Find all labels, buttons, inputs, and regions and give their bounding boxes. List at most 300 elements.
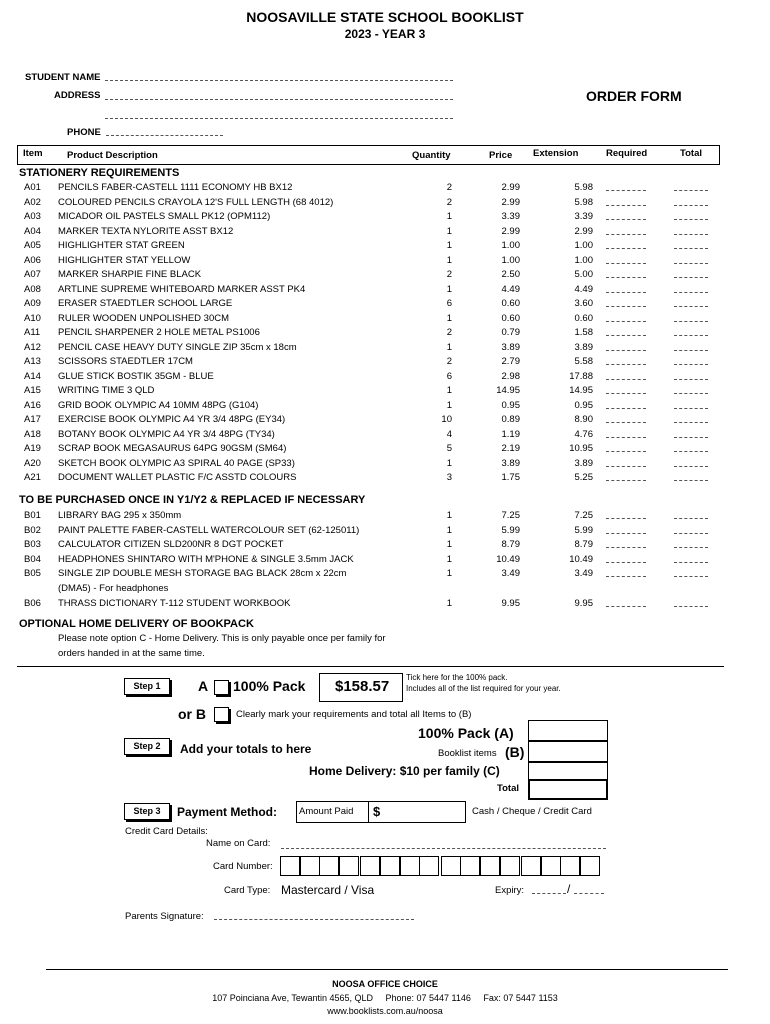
cell-price: 0.89	[501, 414, 520, 425]
cell-desc: MICADOR OIL PASTELS SMALL PK12 (OPM112)	[58, 211, 271, 222]
cell-qty: 1	[446, 524, 452, 536]
cell-desc: HIGHLIGHTER STAT GREEN	[58, 240, 185, 251]
total-field[interactable]	[674, 576, 708, 577]
table-row	[0, 240, 770, 254]
total-field[interactable]	[674, 437, 708, 438]
footer-address: 107 Poinciana Ave, Tewantin 4565, QLD Phone: 07 5447 1146 Fax: 07 5447 1153	[212, 993, 558, 1003]
optional-note-1: Please note option C - Home Delivery. This is only payable once per family for	[58, 633, 386, 644]
cell-desc: PENCILS FABER-CASTELL 1111 ECONOMY HB BX12	[58, 182, 293, 193]
expiry-year-field[interactable]	[574, 893, 604, 894]
card-digit-box[interactable]	[400, 856, 420, 876]
total-field[interactable]	[674, 277, 708, 278]
cell-qty: 4	[446, 428, 452, 440]
total-field[interactable]	[674, 422, 708, 423]
required-field[interactable]	[606, 248, 646, 249]
tick-note-2: Includes all of the list required for your year.	[406, 684, 561, 693]
cell-item: B04	[24, 553, 41, 565]
card-digit-box[interactable]	[541, 856, 561, 876]
card-digit-box[interactable]	[521, 856, 541, 876]
amount-paid-label: Amount Paid	[299, 806, 354, 817]
option-a-letter: A	[198, 678, 209, 694]
required-field[interactable]	[606, 219, 646, 220]
cell-desc: GLUE STICK BOSTIK 35GM - BLUE	[58, 370, 214, 382]
total-field[interactable]	[674, 466, 708, 467]
cell-ext: 5.25	[574, 472, 593, 483]
table-row	[0, 327, 770, 341]
cell-desc: HIGHLIGHTER STAT YELLOW	[58, 254, 191, 266]
cell-price: 1.19	[501, 428, 520, 440]
cell-desc: WRITING TIME 3 QLD	[58, 385, 155, 396]
cell-desc: EXERCISE BOOK OLYMPIC A4 YR 3/4 48PG (EY34)	[58, 414, 286, 425]
cell-ext: 5.99	[574, 524, 593, 536]
cell-qty: 1	[446, 240, 452, 251]
required-field[interactable]	[606, 379, 646, 380]
table-row	[0, 400, 770, 414]
option-b-note: Clearly mark your requirements and total all Items to (B)	[236, 709, 472, 720]
footer-web: www.booklists.com.au/noosa	[327, 1006, 443, 1016]
cell-ext: 3.89	[574, 457, 593, 469]
cell-item: A14	[24, 370, 41, 382]
cell-ext: 4.76	[574, 428, 593, 440]
divider-top	[17, 666, 724, 667]
card-digit-box[interactable]	[280, 856, 300, 876]
cell-qty: 1	[446, 341, 452, 353]
cell-price: 3.89	[501, 341, 520, 353]
table-row	[0, 554, 770, 568]
cell-item: A08	[24, 283, 41, 295]
cell-ext: 0.60	[574, 312, 593, 324]
option-b-checkbox[interactable]	[214, 707, 229, 722]
required-field[interactable]	[606, 277, 646, 278]
cell-ext: 8.90	[574, 414, 593, 425]
required-field[interactable]	[606, 562, 646, 563]
required-field[interactable]	[606, 547, 646, 548]
total-field[interactable]	[674, 547, 708, 548]
cell-desc: MARKER SHARPIE FINE BLACK	[58, 269, 202, 280]
cell-qty: 1	[446, 553, 452, 565]
student-name-field[interactable]	[105, 80, 453, 81]
cell-item: A21	[24, 472, 41, 483]
signature-label: Parents Signature:	[125, 911, 204, 922]
cell-qty: 2	[446, 269, 452, 280]
required-field[interactable]	[606, 437, 646, 438]
cell-item: A15	[24, 385, 41, 396]
required-field[interactable]	[606, 190, 646, 191]
cell-ext: 3.60	[574, 298, 593, 309]
total-field[interactable]	[674, 408, 708, 409]
card-type-value[interactable]: Mastercard / Visa	[281, 883, 375, 897]
total-field[interactable]	[674, 306, 708, 307]
total-field[interactable]	[674, 205, 708, 206]
cell-desc: PENCIL CASE HEAVY DUTY SINGLE ZIP 35cm x 18cm	[58, 341, 297, 353]
cell-qty: 1	[446, 254, 452, 266]
cell-item: A01	[24, 182, 41, 193]
cell-price: 1.00	[501, 240, 520, 251]
cell-desc: THRASS DICTIONARY T-112 STUDENT WORKBOOK	[58, 597, 291, 609]
required-field[interactable]	[606, 364, 646, 365]
cell-price: 10.49	[496, 553, 520, 565]
signature-field[interactable]	[214, 919, 414, 920]
cell-item: A12	[24, 341, 41, 353]
cell-qty: 10	[441, 414, 452, 425]
cell-desc: ARTLINE SUPREME WHITEBOARD MARKER ASST PK4	[58, 283, 306, 295]
total-field[interactable]	[674, 190, 708, 191]
cell-desc: SINGLE ZIP DOUBLE MESH STORAGE BAG BLACK 28cm x 22cm	[58, 568, 347, 580]
cell-ext: 10.49	[569, 553, 593, 565]
cell-price: 0.79	[501, 327, 520, 338]
cell-price: 2.99	[501, 225, 520, 237]
table-row	[0, 284, 770, 298]
cell-item: B05	[24, 568, 41, 580]
col-req: Required	[606, 148, 648, 159]
card-digit-box[interactable]	[319, 856, 339, 876]
booklist-b-letter: (B)	[505, 744, 525, 760]
cell-item: A18	[24, 428, 41, 440]
cell-item: A17	[24, 414, 41, 425]
table-row	[0, 269, 770, 283]
address-label: ADDRESS	[54, 90, 101, 101]
col-total: Total	[680, 148, 702, 159]
cell-price: 1.00	[501, 254, 520, 266]
cell-qty: 1	[446, 539, 452, 551]
total-field[interactable]	[674, 393, 708, 394]
cell-price: 2.79	[501, 356, 520, 367]
cell-ext: 1.58	[574, 327, 593, 338]
section-b-title: TO BE PURCHASED ONCE IN Y1/Y2 & REPLACED IF NECESSARY	[19, 494, 366, 506]
booklist-items-label: Booklist items	[438, 748, 497, 759]
optional-note-2: orders handed in at the same time.	[58, 648, 205, 659]
table-row	[0, 356, 770, 370]
total-field[interactable]	[674, 562, 708, 563]
step1-badge: Step 1	[124, 678, 170, 695]
order-form-title: ORDER FORM	[586, 88, 682, 104]
delivery-amount[interactable]	[528, 762, 608, 780]
table-row	[0, 568, 770, 582]
cell-price: 0.95	[501, 399, 520, 411]
cell-item: A11	[24, 327, 41, 338]
required-field[interactable]	[606, 480, 646, 481]
required-field[interactable]	[606, 321, 646, 322]
cell-qty: 5	[446, 443, 452, 454]
table-row	[0, 211, 770, 225]
name-on-card-label: Name on Card:	[206, 838, 271, 849]
table-row	[0, 313, 770, 327]
optional-delivery-title: OPTIONAL HOME DELIVERY OF BOOKPACK	[19, 618, 254, 630]
cell-qty: 1	[446, 283, 452, 295]
amount-paid-field[interactable]	[368, 801, 466, 823]
total-field[interactable]	[674, 263, 708, 264]
cell-price: 1.75	[501, 472, 520, 483]
col-desc: Product Description	[67, 150, 158, 161]
cell-price: 14.95	[496, 385, 520, 396]
cell-ext: 5.00	[574, 269, 593, 280]
add-totals-label: Add your totals to here	[180, 742, 312, 756]
cell-item: A06	[24, 254, 41, 266]
table-row	[0, 472, 770, 486]
address-field[interactable]	[105, 99, 453, 100]
cell-ext: 17.88	[569, 370, 593, 382]
table-row	[0, 429, 770, 443]
cell-price: 3.89	[501, 457, 520, 469]
cell-ext: 3.49	[574, 568, 593, 580]
cell-item: A07	[24, 269, 41, 280]
cell-desc: ERASER STAEDTLER SCHOOL LARGE	[58, 298, 233, 309]
cell-desc: LIBRARY BAG 295 x 350mm	[58, 510, 182, 521]
table-row	[0, 458, 770, 472]
card-number-field[interactable]	[280, 856, 607, 875]
table-row	[0, 255, 770, 269]
required-field[interactable]	[606, 205, 646, 206]
cell-desc: PAINT PALETTE FABER-CASTELL WATERCOLOUR SET (62-125011)	[58, 524, 360, 536]
col-price: Price	[489, 150, 513, 161]
cell-price: 2.50	[501, 269, 520, 280]
cell-ext: 1.00	[574, 240, 593, 251]
cell-item: B01	[24, 510, 41, 521]
cell-price: 9.95	[501, 597, 520, 609]
cell-ext: 7.25	[574, 510, 593, 521]
required-field[interactable]	[606, 393, 646, 394]
total-field[interactable]	[674, 248, 708, 249]
required-field[interactable]	[606, 306, 646, 307]
required-field[interactable]	[606, 466, 646, 467]
required-field[interactable]	[606, 518, 646, 519]
cell-desc: SCISSORS STAEDTLER 17CM	[58, 356, 193, 367]
cell-qty: 1	[446, 312, 452, 324]
cell-price: 3.39	[501, 211, 520, 222]
cell-desc: GRID BOOK OLYMPIC A4 10MM 48PG (G104)	[58, 399, 259, 411]
dollar-sign: $	[373, 804, 381, 819]
cell-ext: 10.95	[569, 443, 593, 454]
card-digit-box[interactable]	[441, 856, 461, 876]
table-row	[0, 443, 770, 457]
card-digit-box[interactable]	[580, 856, 600, 876]
cell-item: A03	[24, 211, 41, 222]
cell-price: 5.99	[501, 524, 520, 536]
cell-item: B02	[24, 524, 41, 536]
total-field[interactable]	[674, 234, 708, 235]
cell-item: A02	[24, 196, 41, 208]
cell-price: 2.99	[501, 182, 520, 193]
cell-ext: 3.39	[574, 211, 593, 222]
cc-details-label: Credit Card Details:	[125, 826, 208, 837]
required-field[interactable]	[606, 408, 646, 409]
total-field[interactable]	[674, 335, 708, 336]
table-row	[0, 583, 770, 597]
cell-desc: BOTANY BOOK OLYMPIC A4 YR 3/4 48PG (TY34)	[58, 428, 275, 440]
cell-desc: CALCULATOR CITIZEN SLD200NR 8 DGT POCKET	[58, 539, 284, 551]
cell-price: 8.79	[501, 539, 520, 551]
payment-method-label: Payment Method:	[177, 805, 278, 819]
student-name-label: STUDENT NAME	[25, 72, 101, 83]
cell-item: A20	[24, 457, 41, 469]
cell-desc: RULER WOODEN UNPOLISHED 30CM	[58, 312, 230, 324]
cell-qty: 2	[446, 182, 452, 193]
total-label: Total	[497, 783, 519, 794]
table-row	[0, 226, 770, 240]
cell-qty: 1	[446, 225, 452, 237]
card-digit-box[interactable]	[360, 856, 380, 876]
cell-ext: 5.58	[574, 356, 593, 367]
cell-desc: PENCIL SHARPENER 2 HOLE METAL PS1006	[58, 327, 260, 338]
booklist-amount[interactable]	[528, 741, 608, 762]
cell-qty: 1	[446, 211, 452, 222]
cell-ext: 8.79	[574, 539, 593, 551]
payment-options[interactable]: Cash / Cheque / Credit Card	[472, 806, 592, 817]
total-field[interactable]	[674, 379, 708, 380]
cell-item: A19	[24, 443, 41, 454]
cell-price: 3.49	[501, 568, 520, 580]
col-qty: Quantity	[412, 150, 451, 161]
col-ext: Extension	[533, 148, 579, 159]
total-field[interactable]	[674, 480, 708, 481]
cell-qty: 1	[446, 385, 452, 396]
card-digit-box[interactable]	[460, 856, 480, 876]
total-field[interactable]	[674, 533, 708, 534]
cell-item: B03	[24, 539, 41, 551]
card-digit-box[interactable]	[339, 856, 359, 876]
cell-price: 0.60	[501, 298, 520, 309]
cell-ext: 5.98	[574, 182, 593, 193]
total-field[interactable]	[674, 350, 708, 351]
cell-qty: 2	[446, 356, 452, 367]
table-row	[0, 371, 770, 385]
card-digit-box[interactable]	[300, 856, 320, 876]
cell-item: A13	[24, 356, 41, 367]
total-amount[interactable]	[528, 779, 608, 800]
cell-ext: 4.49	[574, 283, 593, 295]
cell-item: A05	[24, 240, 41, 251]
total-field[interactable]	[674, 321, 708, 322]
page-title: NOOSAVILLE STATE SCHOOL BOOKLIST	[246, 9, 524, 25]
required-field[interactable]	[606, 451, 646, 452]
card-digit-box[interactable]	[419, 856, 439, 876]
table-row	[0, 298, 770, 312]
cell-qty: 6	[446, 298, 452, 309]
required-field[interactable]	[606, 292, 646, 293]
cell-ext: 1.00	[574, 254, 593, 266]
pack-price: $158.57	[335, 678, 390, 695]
required-field[interactable]	[606, 335, 646, 336]
cell-qty: 1	[446, 510, 452, 521]
total-field[interactable]	[674, 518, 708, 519]
cell-price: 4.49	[501, 283, 520, 295]
total-field[interactable]	[674, 451, 708, 452]
cell-qty: 3	[446, 472, 452, 483]
cell-ext: 14.95	[569, 385, 593, 396]
cell-price: 2.98	[501, 370, 520, 382]
option-a-label: 100% Pack	[233, 678, 306, 694]
tick-note-1: Tick here for the 100% pack.	[406, 673, 508, 682]
cell-price: 7.25	[501, 510, 520, 521]
cell-qty: 1	[446, 399, 452, 411]
cell-desc: COLOURED PENCILS CRAYOLA 12'S FULL LENGTH (68 4012)	[58, 196, 334, 208]
cell-ext: 3.89	[574, 341, 593, 353]
expiry-month-field[interactable]	[532, 893, 566, 894]
table-row	[0, 510, 770, 524]
cell-desc: SCRAP BOOK MEGASAURUS 64PG 90GSM (SM64)	[58, 443, 287, 454]
cell-ext: 5.98	[574, 196, 593, 208]
phone-label: PHONE	[67, 127, 101, 138]
expiry-label: Expiry:	[495, 885, 525, 896]
footer-company: NOOSA OFFICE CHOICE	[332, 979, 438, 989]
card-digit-box[interactable]	[560, 856, 580, 876]
pack-a-amount[interactable]	[528, 720, 608, 741]
cell-desc: HEADPHONES SHINTARO WITH M'PHONE & SINGLE 3.5mm JACK	[58, 553, 354, 565]
card-digit-box[interactable]	[480, 856, 500, 876]
table-row	[0, 525, 770, 539]
cell-desc: DOCUMENT WALLET PLASTIC F/C ASSTD COLOURS	[58, 472, 297, 483]
required-field[interactable]	[606, 422, 646, 423]
step3-badge: Step 3	[124, 803, 170, 820]
table-row	[0, 598, 770, 612]
table-row	[0, 197, 770, 211]
table-row	[0, 182, 770, 196]
home-delivery-label: Home Delivery: $10 per family (C)	[309, 764, 500, 778]
name-on-card-field[interactable]	[281, 848, 606, 849]
cell-item: A16	[24, 399, 41, 411]
section-a-title: STATIONERY REQUIREMENTS	[19, 167, 180, 179]
card-digit-box[interactable]	[500, 856, 520, 876]
required-field[interactable]	[606, 350, 646, 351]
cell-desc: (DMA5) - For headphones	[58, 583, 169, 594]
option-a-checkbox[interactable]	[214, 680, 229, 695]
cell-ext: 0.95	[574, 399, 593, 411]
cell-qty: 1	[446, 568, 452, 580]
page-subtitle: 2023 - YEAR 3	[344, 27, 426, 41]
cell-qty: 2	[446, 327, 452, 338]
required-field[interactable]	[606, 606, 646, 607]
total-field[interactable]	[674, 364, 708, 365]
required-field[interactable]	[606, 576, 646, 577]
cell-desc: SKETCH BOOK OLYMPIC A3 SPIRAL 40 PAGE (SP33)	[58, 457, 295, 469]
cell-price: 0.60	[501, 312, 520, 324]
col-item: Item	[23, 148, 43, 159]
card-type-label: Card Type:	[224, 885, 271, 896]
cell-item: B06	[24, 597, 41, 609]
option-b-letter: or B	[178, 706, 206, 722]
table-row	[0, 342, 770, 356]
total-field[interactable]	[674, 606, 708, 607]
pack-a-label: 100% Pack (A)	[418, 725, 514, 741]
cell-item: A09	[24, 298, 41, 309]
cell-ext: 2.99	[574, 225, 593, 237]
total-field[interactable]	[674, 292, 708, 293]
divider-bottom	[46, 969, 728, 970]
cell-qty: 2	[446, 196, 452, 208]
cell-desc: MARKER TEXTA NYLORITE ASST BX12	[58, 225, 234, 237]
total-field[interactable]	[674, 219, 708, 220]
cell-price: 2.19	[501, 443, 520, 454]
step2-badge: Step 2	[124, 738, 170, 755]
required-field[interactable]	[606, 263, 646, 264]
table-row	[0, 385, 770, 399]
card-number-label: Card Number:	[213, 861, 273, 872]
cell-item: A04	[24, 225, 41, 237]
expiry-slash: /	[567, 882, 571, 896]
cell-price: 2.99	[501, 196, 520, 208]
table-row	[0, 414, 770, 428]
address-field-2[interactable]	[105, 118, 453, 119]
card-digit-box[interactable]	[380, 856, 400, 876]
phone-field[interactable]	[106, 135, 223, 136]
cell-qty: 1	[446, 457, 452, 469]
cell-item: A10	[24, 312, 41, 324]
table-row	[0, 539, 770, 553]
required-field[interactable]	[606, 533, 646, 534]
cell-ext: 9.95	[574, 597, 593, 609]
required-field[interactable]	[606, 234, 646, 235]
cell-qty: 1	[446, 597, 452, 609]
